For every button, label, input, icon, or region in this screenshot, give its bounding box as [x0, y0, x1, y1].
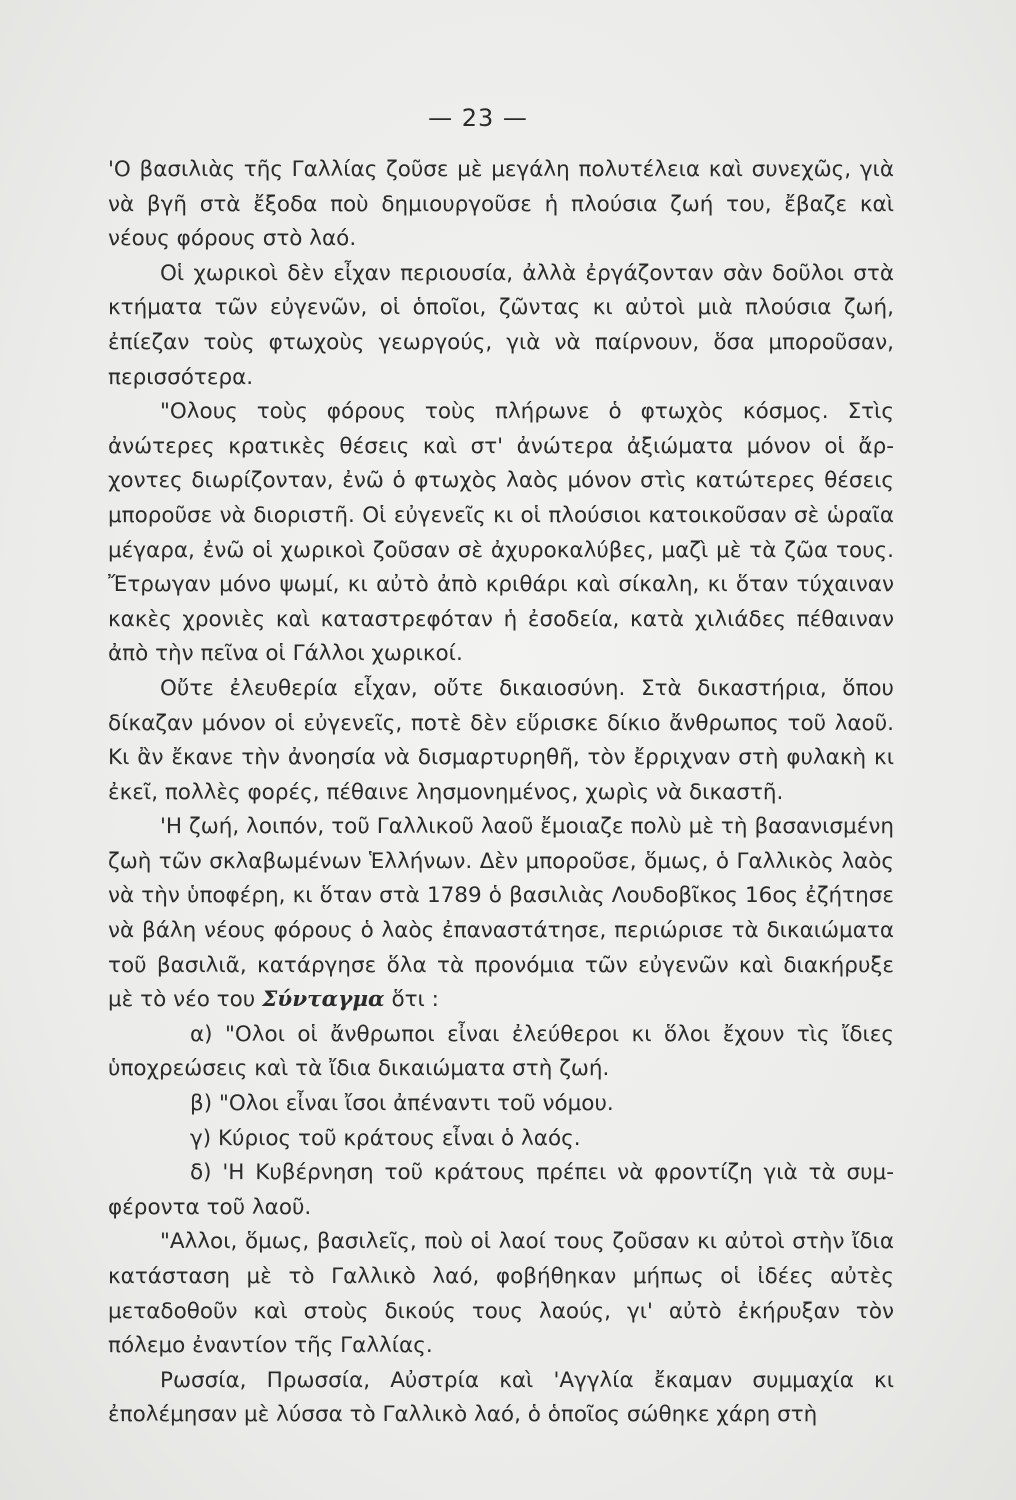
declaration-item-c: γ) Κύριος τοῦ κράτους εἶναι ὁ λαός. [190, 1125, 581, 1151]
page-number: — 23 — [428, 104, 528, 132]
paragraph-peasants: Οἱ χωρικοὶ δὲν εἶχαν περιουσία, ἀλλὰ ἐργάζονταν σὰν δοῦλοι στὰ κτήματα τῶν εὐγενῶν, οἱ ὁποῖοι, ζῶντας κι αὐτοὶ μιὰ πλούσια ζωή, ἐπίεζαν τοὺς φτωχοὺς γεωργούς, γιὰ νὰ παίρνουν, ὅσα μποροῦσαν, περισσότερα. [108, 260, 894, 390]
revolution-text: 'Η ζωή, λοιπόν, τοῦ Γαλλικοῦ λαοῦ ἔμοιαζε πολὺ μὲ τὴ βασανισμένη ζωὴ τῶν σκλαβωμένων Ἑλλήνων. Δὲν μποροῦσε, ὅμως, ὁ Γαλλικὸς λαὸς νὰ τὴν ὑποφέρη, κι ὅταν στὰ 1789 ὁ βασιλιὰς Λουδοβῖκος 16ος ἐζήτησε νὰ βάλη νέους φόρους ὁ λαὸς ἐπαναστάτησε, περιώρισε τὰ δικαιώματα τοῦ βασιλιᾶ, κατάργησε ὅλα τὰ προνόμια τῶν εὐγενῶν καὶ διακήρυξε μὲ τὸ νέο του [108, 814, 894, 1013]
paragraph-revolution [108, 810, 894, 1018]
paragraph-alliance: Ρωσσία, Πρωσσία, Αὐστρία καὶ 'Αγγλία ἔκαμαν συμμαχία κι ἐπολέμησαν μὲ λύσσα τὸ Γαλλικὸ λαό, ὁ ὁποῖος σώθηκε χάρη στὴ [108, 1367, 894, 1428]
paragraph-other-kings: "Αλλοι, ὅμως, βασιλεῖς, ποὺ οἱ λαοί τους ζοῦσαν κι αὐτοὶ στὴν ἴδια κατάσταση μὲ τὸ Γαλλικὸ λαό, φοβήθηκαν μήπως οἱ ἰδέες αὐτὲς μεταδοθοῦν καὶ στοὺς δικούς τους λαούς, γι' αὐτὸ ἐκήρυξαν τὸν πόλεμο ἐναντίον τῆς Γαλλίας. [108, 1229, 894, 1359]
constitution-tail: ὅτι : [384, 987, 439, 1013]
paragraph-taxes: "Ολους τοὺς φόρους τοὺς πλήρωνε ὁ φτωχὸς κόσμος. Στὶς ἀνώτερες κρατικὲς θέσεις καὶ στ' ἀνώτερα ἀξιώματα μόνον οἱ ἄρχοντες διωρίζονταν, ἐνῶ ὁ φτωχὸς λαὸς μόνον στὶς κατώτερες θέσεις μποροῦσε νὰ διοριστῆ. Οἱ εὐγενεῖς κι οἱ πλούσιοι κατοικοῦσαν σὲ ὡραῖα μέγαρα, ἐνῶ οἱ χωρικοὶ ζοῦσαν σὲ ἀχυροκαλύβες, μαζὶ μὲ τὰ ζῶα τους. Ἔτρωγαν μόνο ψωμί, κι αὐτὸ ἀπὸ κριθάρι καὶ σίκαλη, κι ὅταν τύχαιναν κακὲς χρονιὲς καὶ καταστρεφόταν ἡ ἐσοδεία, κατὰ χιλιάδες πέθαιναν ἀπὸ τὴν πεῖνα οἱ Γάλλοι χωρικοί. [108, 399, 894, 667]
paragraph-king-luxury: 'Ο βασιλιὰς τῆς Γαλλίας ζοῦσε μὲ μεγάλη πολυτέλεια καὶ συνεχῶς, γιὰ νὰ βγῆ στὰ ἔξοδα ποὺ δημιουργοῦσε ἡ πλούσια ζωή του, ἔβαζε καὶ νέους φόρους στὸ λαό. [108, 157, 894, 252]
declaration-item-a: α) "Ολοι οἱ ἄνθρωποι εἶναι ἐλεύθεροι κι ὅλοι ἔχουν τὶς ἴδιες ὑποχρεώσεις καὶ τὰ ἴδια δικαιώματα στὴ ζωή. [108, 1021, 894, 1082]
paragraph-justice: Οὔτε ἐλευθερία εἶχαν, οὔτε δικαιοσύνη. Στὰ δικαστήρια, ὅπου δίκαζαν μόνον οἱ εὐγενεῖς, ποτὲ δὲν εὕρισκε δίκιο ἄνθρωπος τοῦ λαοῦ. Κι ἂν ἔκανε τὴν ἀνοησία νὰ δισμαρτυρηθῆ, τὸν ἔρριχναν στὴ φυλακὴ κι ἐκεῖ, πολλὲς φορές, πέθαινε λησμονημένος, χωρὶς νὰ δικαστῆ. [108, 675, 894, 805]
body-text [108, 153, 894, 1433]
constitution-word: Σύνταγμα [262, 987, 385, 1013]
declaration-item-b: β) "Ολοι εἶναι ἴσοι ἀπέναντι τοῦ νόμου. [190, 1091, 614, 1117]
declaration-item-d: δ) 'Η Κυβέρνηση τοῦ κράτους πρέπει νὰ φροντίζη γιὰ τὰ συμφέροντα τοῦ λαοῦ. [108, 1160, 894, 1220]
